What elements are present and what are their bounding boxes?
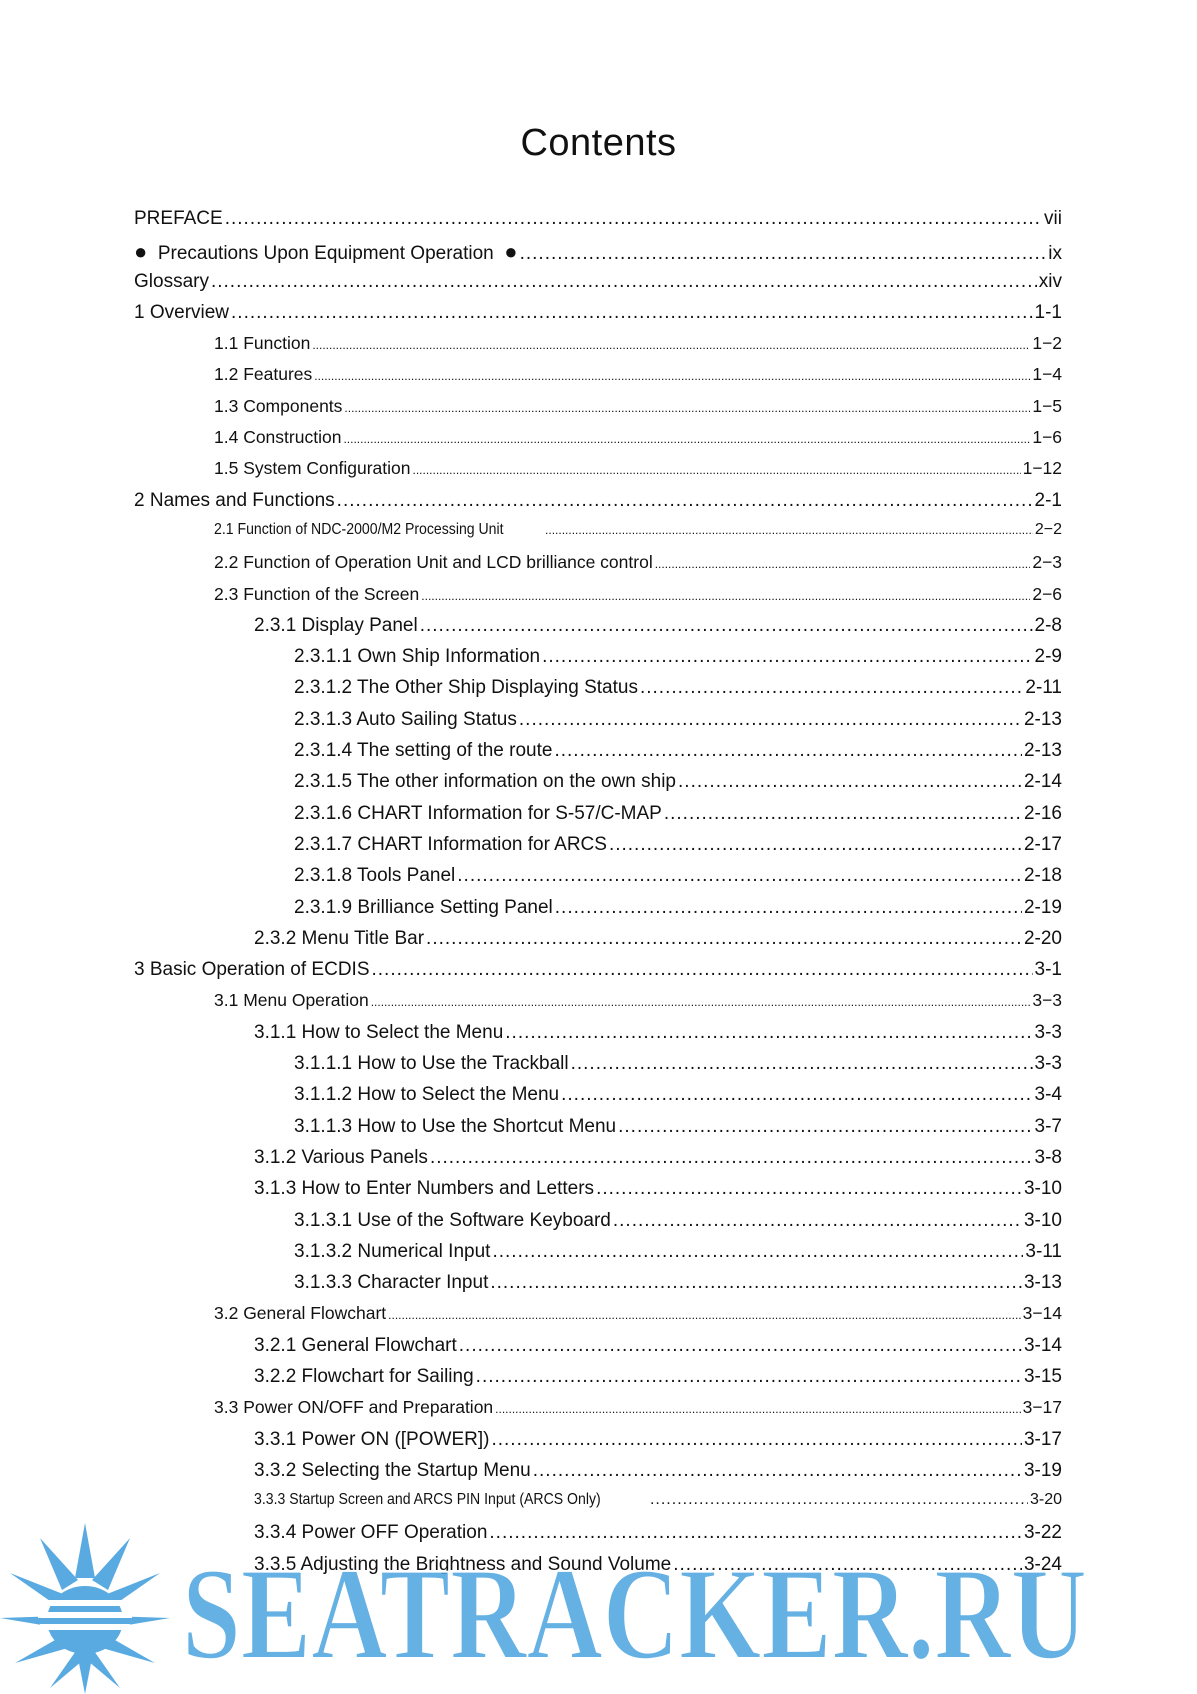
toc-entry[interactable]: 2.1 Function of NDC-2000/M2 Processing Unit ..... 2−2 bbox=[134, 521, 1062, 552]
toc-entry[interactable]: 3.3 Power ON/OFF and Preparation ..... 3−17 bbox=[134, 1397, 1062, 1428]
toc-entry[interactable]: 2.3 Function of the Screen ..... 2−6 bbox=[134, 584, 1062, 615]
table-of-contents bbox=[134, 208, 1062, 1585]
toc-entry[interactable]: 1.2 Features ..... 1−4 bbox=[134, 364, 1062, 395]
toc-entry[interactable]: PREFACE ..... vii bbox=[134, 208, 1062, 239]
toc-entry[interactable]: 1.1 Function ..... 1−2 bbox=[134, 333, 1062, 364]
toc-entry[interactable]: 2.3.2 Menu Title Bar ..... 2-20 bbox=[134, 928, 1062, 959]
toc-entry[interactable]: 3.1.3.3 Character Input ..... 3-13 bbox=[134, 1272, 1062, 1303]
toc-entry[interactable]: 3.1.1 How to Select the Menu ..... 3-3 bbox=[134, 1022, 1062, 1053]
toc-entry[interactable]: 2.3.1.2 The Other Ship Displaying Status ..... 2-11 bbox=[134, 677, 1062, 708]
toc-entry[interactable]: 2.3.1.3 Auto Sailing Status ..... 2-13 bbox=[134, 709, 1062, 740]
toc-entry[interactable]: 3.3.4 Power OFF Operation ..... 3-22 bbox=[134, 1522, 1062, 1553]
toc-entry[interactable]: 3.1.3 How to Enter Numbers and Letters ..... 3-10 bbox=[134, 1178, 1062, 1209]
toc-entry[interactable]: 1.3 Components ..... 1−5 bbox=[134, 396, 1062, 427]
toc-entry[interactable]: 2.3.1.8 Tools Panel ..... 2-18 bbox=[134, 865, 1062, 896]
toc-entry[interactable]: 2.3.1.5 The other information on the own ship ..... 2-14 bbox=[134, 771, 1062, 802]
toc-entry[interactable]: 3.1 Menu Operation ..... 3−3 bbox=[134, 990, 1062, 1021]
toc-entry[interactable]: 3.2.1 General Flowchart ..... 3-14 bbox=[134, 1335, 1062, 1366]
toc-entry[interactable]: 3.2 General Flowchart ..... 3−14 bbox=[134, 1303, 1062, 1334]
toc-entry[interactable]: 2.3.1.7 CHART Information for ARCS ..... 2-17 bbox=[134, 834, 1062, 865]
toc-entry[interactable]: 3.1.1.1 How to Use the Trackball ..... 3-3 bbox=[134, 1053, 1062, 1084]
toc-entry[interactable]: 1 Overview ..... 1-1 bbox=[134, 302, 1062, 333]
toc-entry[interactable]: 3.3.1 Power ON ([POWER]) ..... 3-17 bbox=[134, 1429, 1062, 1460]
watermark-text: SEATRACKER.RU bbox=[182, 1540, 1087, 1687]
toc-entry[interactable]: 3.1.3.2 Numerical Input ..... 3-11 bbox=[134, 1241, 1062, 1272]
toc-entry[interactable]: ● Precautions Upon Equipment Operation ● ..... ix bbox=[134, 239, 1062, 270]
toc-entry[interactable]: 3.1.3.1 Use of the Software Keyboard ..... 3-10 bbox=[134, 1210, 1062, 1241]
toc-entry[interactable]: 3.1.2 Various Panels ..... 3-8 bbox=[134, 1147, 1062, 1178]
toc-entry[interactable]: 3.2.2 Flowchart for Sailing ..... 3-15 bbox=[134, 1366, 1062, 1397]
toc-entry[interactable]: 3.1.1.3 How to Use the Shortcut Menu ..... 3-7 bbox=[134, 1116, 1062, 1147]
toc-entry[interactable]: 2.3.1.4 The setting of the route ..... 2-13 bbox=[134, 740, 1062, 771]
toc-entry[interactable]: 3.3.5 Adjusting the Brightness and Sound Volume ..... 3-24 bbox=[134, 1554, 1062, 1585]
toc-entry[interactable]: 3.1.1.2 How to Select the Menu ..... 3-4 bbox=[134, 1084, 1062, 1115]
toc-entry[interactable]: 2.3.1 Display Panel ..... 2-8 bbox=[134, 615, 1062, 646]
toc-entry[interactable]: 2.3.1.9 Brilliance Setting Panel ..... 2-19 bbox=[134, 897, 1062, 928]
toc-entry[interactable]: 2.2 Function of Operation Unit and LCD brilliance control ..... 2−3 bbox=[134, 552, 1062, 583]
toc-entry[interactable]: 3.3.2 Selecting the Startup Menu ..... 3-19 bbox=[134, 1460, 1062, 1491]
toc-entry[interactable]: 3 Basic Operation of ECDIS ..... 3-1 bbox=[134, 959, 1062, 990]
toc-entry[interactable]: 2.3.1.1 Own Ship Information ..... 2-9 bbox=[134, 646, 1062, 677]
toc-entry[interactable]: 1.4 Construction ..... 1−6 bbox=[134, 427, 1062, 458]
bullet-icon: ● bbox=[134, 239, 148, 265]
toc-entry[interactable]: Glossary ..... xiv bbox=[134, 271, 1062, 302]
toc-entry[interactable]: 2.3.1.6 CHART Information for S-57/C-MAP ..... 2-16 bbox=[134, 803, 1062, 834]
toc-entry[interactable]: 1.5 System Configuration ..... 1−12 bbox=[134, 458, 1062, 489]
toc-entry[interactable]: 2 Names and Functions ..... 2-1 bbox=[134, 490, 1062, 521]
toc-entry[interactable]: 3.3.3 Startup Screen and ARCS PIN Input (ARCS Only) ..... 3-20 bbox=[134, 1491, 1062, 1522]
page-title: Contents bbox=[520, 122, 677, 164]
bullet-icon: ● bbox=[504, 239, 518, 265]
